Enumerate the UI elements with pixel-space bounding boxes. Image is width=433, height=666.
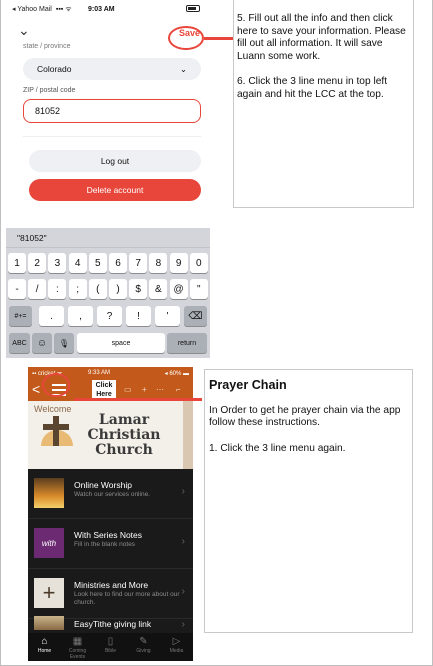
carrier-label: ▪▪ cricket ᯤ bbox=[32, 371, 63, 377]
microphone-icon[interactable]: 🎙 bbox=[54, 333, 74, 353]
chevron-right-icon: › bbox=[181, 486, 185, 497]
state-select[interactable] bbox=[23, 58, 201, 80]
chevron-down-icon[interactable]: ⌄ bbox=[18, 22, 30, 38]
church-name: Lamar Christian Church bbox=[87, 412, 161, 458]
list-item[interactable] bbox=[28, 619, 193, 633]
digit-key[interactable]: 7 bbox=[129, 253, 147, 273]
instruction-step-5: 5. Fill out all the info and then click here to save your information. Please fill out all information. It will save Luann some work. bbox=[237, 13, 406, 62]
delete-account-button[interactable]: Delete account bbox=[29, 179, 201, 201]
keyboard-row-bottom bbox=[6, 333, 210, 353]
item-subtitle: Watch our services online. bbox=[74, 491, 150, 498]
tab-label: Home bbox=[37, 648, 52, 654]
series-notes-thumbnail-icon: with bbox=[34, 528, 64, 558]
symbol-key[interactable]: - bbox=[8, 279, 26, 299]
punctuation-key[interactable]: , bbox=[68, 306, 93, 326]
logout-button[interactable]: Log out bbox=[29, 150, 201, 172]
list-item[interactable] bbox=[28, 569, 193, 619]
instruction-intro: In Order to get he prayer chain via the app follow these instructions. bbox=[209, 404, 401, 429]
tab-label: Coming Events bbox=[68, 648, 87, 660]
item-title: Ministries and More bbox=[74, 580, 149, 590]
battery-icon bbox=[186, 5, 200, 12]
punctuation-key[interactable]: ' bbox=[155, 306, 180, 326]
keyboard-row-digits bbox=[6, 253, 210, 273]
punctuation-key[interactable]: ! bbox=[126, 306, 151, 326]
bible-icon: ▯ bbox=[107, 636, 114, 647]
divider bbox=[23, 136, 201, 137]
symbol-key[interactable]: $ bbox=[129, 279, 147, 299]
side-strip bbox=[183, 401, 193, 469]
digit-key[interactable]: 8 bbox=[149, 253, 167, 273]
item-subtitle: Fill in the blank notes bbox=[74, 541, 136, 548]
chat-icon[interactable]: ▭ bbox=[124, 385, 132, 394]
church-app-screenshot bbox=[28, 367, 193, 661]
keyboard-row-punctuation bbox=[6, 306, 210, 326]
tab-label: Giving bbox=[136, 648, 151, 654]
digit-key[interactable]: 1 bbox=[8, 253, 26, 273]
list-item[interactable] bbox=[28, 469, 193, 519]
zip-label: ZIP / postal code bbox=[23, 87, 76, 94]
punctuation-key[interactable]: . bbox=[39, 306, 64, 326]
save-highlight-circle bbox=[168, 26, 204, 50]
more-symbols-key[interactable]: #+= bbox=[9, 306, 32, 326]
instruction-step-6: 6. Click the 3 line menu in top left again and hit the LCC at the top. bbox=[237, 76, 388, 100]
tab-label: Media bbox=[169, 648, 184, 654]
home-icon: ⌂ bbox=[41, 636, 48, 647]
digit-key[interactable]: 4 bbox=[69, 253, 87, 273]
item-title: With Series Notes bbox=[74, 530, 143, 540]
chevron-right-icon: › bbox=[181, 586, 185, 597]
instruction-box-1 bbox=[233, 0, 414, 208]
symbol-key[interactable]: " bbox=[190, 279, 208, 299]
dots-icon[interactable]: ⋯ bbox=[156, 385, 164, 394]
tab-giving[interactable] bbox=[127, 633, 160, 661]
tab-media[interactable] bbox=[160, 633, 193, 661]
symbol-key[interactable]: ) bbox=[109, 279, 127, 299]
save-button[interactable]: Save bbox=[178, 28, 200, 38]
click-here-label: Click Here bbox=[92, 380, 116, 400]
item-title: EasyTithe giving link bbox=[74, 619, 152, 629]
tab-bible[interactable] bbox=[94, 633, 127, 661]
backspace-icon[interactable]: ⌫ bbox=[184, 306, 207, 326]
chevron-right-icon: › bbox=[181, 536, 185, 547]
signal-icon: ▪▪▪ ᯤ bbox=[55, 5, 72, 13]
welcome-text: Welcome bbox=[34, 404, 72, 414]
digit-key[interactable]: 5 bbox=[89, 253, 107, 273]
list-item[interactable] bbox=[28, 519, 193, 569]
item-title: Online Worship bbox=[74, 480, 132, 490]
media-icon: ▷ bbox=[172, 636, 181, 647]
abc-key[interactable]: ABC bbox=[9, 333, 30, 353]
tab-coming-events[interactable] bbox=[61, 633, 94, 661]
symbol-key[interactable]: ; bbox=[69, 279, 87, 299]
instruction-step-1: 1. Click the 3 line menu again. bbox=[209, 442, 346, 454]
cross-thumbnail-icon: + bbox=[34, 578, 64, 608]
numeric-keyboard bbox=[6, 228, 210, 358]
section-heading: Prayer Chain bbox=[209, 378, 287, 392]
annotation-arrow bbox=[204, 37, 234, 40]
state-label: state / province bbox=[23, 43, 71, 50]
zip-input[interactable]: 81052 bbox=[23, 99, 201, 123]
digit-key[interactable]: 6 bbox=[109, 253, 127, 273]
keyboard-row-symbols bbox=[6, 279, 210, 299]
digit-key[interactable]: 2 bbox=[28, 253, 46, 273]
calendar-icon: ▦ bbox=[72, 636, 83, 647]
tab-label: Bible bbox=[104, 648, 117, 654]
punctuation-key[interactable]: ? bbox=[97, 306, 122, 326]
chevron-right-icon: › bbox=[181, 619, 185, 630]
status-time: 9:33 AM bbox=[88, 370, 111, 376]
symbol-key[interactable]: & bbox=[149, 279, 167, 299]
return-key[interactable]: return bbox=[167, 333, 207, 353]
menu-highlight-circle bbox=[42, 373, 70, 397]
space-key[interactable]: space bbox=[77, 333, 165, 353]
instruction-box-2 bbox=[204, 369, 413, 633]
share-icon[interactable]: ⌐ bbox=[176, 385, 181, 394]
symbol-key[interactable]: / bbox=[28, 279, 46, 299]
digit-key[interactable]: 3 bbox=[48, 253, 66, 273]
symbol-key[interactable]: ( bbox=[89, 279, 107, 299]
digit-key[interactable]: 0 bbox=[190, 253, 208, 273]
symbol-key[interactable]: @ bbox=[170, 279, 188, 299]
giving-icon: ✎ bbox=[139, 636, 148, 647]
battery-status: ◂ 60% ▬ bbox=[164, 370, 189, 377]
worship-thumbnail-icon bbox=[34, 478, 64, 508]
plus-icon[interactable]: + bbox=[142, 385, 147, 394]
church-banner[interactable] bbox=[28, 401, 193, 469]
emoji-icon[interactable]: ☺ bbox=[32, 333, 52, 353]
symbol-key[interactable]: : bbox=[48, 279, 66, 299]
back-to-app-link[interactable]: ◂ Yahoo Mail bbox=[12, 6, 52, 13]
annotation-arrow bbox=[74, 398, 202, 401]
chevron-down-icon: ⌄ bbox=[179, 63, 187, 74]
back-icon[interactable]: < bbox=[32, 381, 41, 397]
state-value: Colorado bbox=[37, 64, 72, 74]
tab-home[interactable] bbox=[28, 633, 61, 661]
tithe-thumbnail-icon bbox=[34, 616, 64, 630]
item-subtitle: Look here to find our more about our church. bbox=[74, 591, 180, 606]
status-bar bbox=[6, 0, 210, 18]
keyboard-suggestion[interactable]: "81052" bbox=[6, 228, 210, 248]
bottom-tab-bar bbox=[28, 633, 193, 661]
digit-key[interactable]: 9 bbox=[170, 253, 188, 273]
status-time: 9:03 AM bbox=[88, 5, 115, 13]
